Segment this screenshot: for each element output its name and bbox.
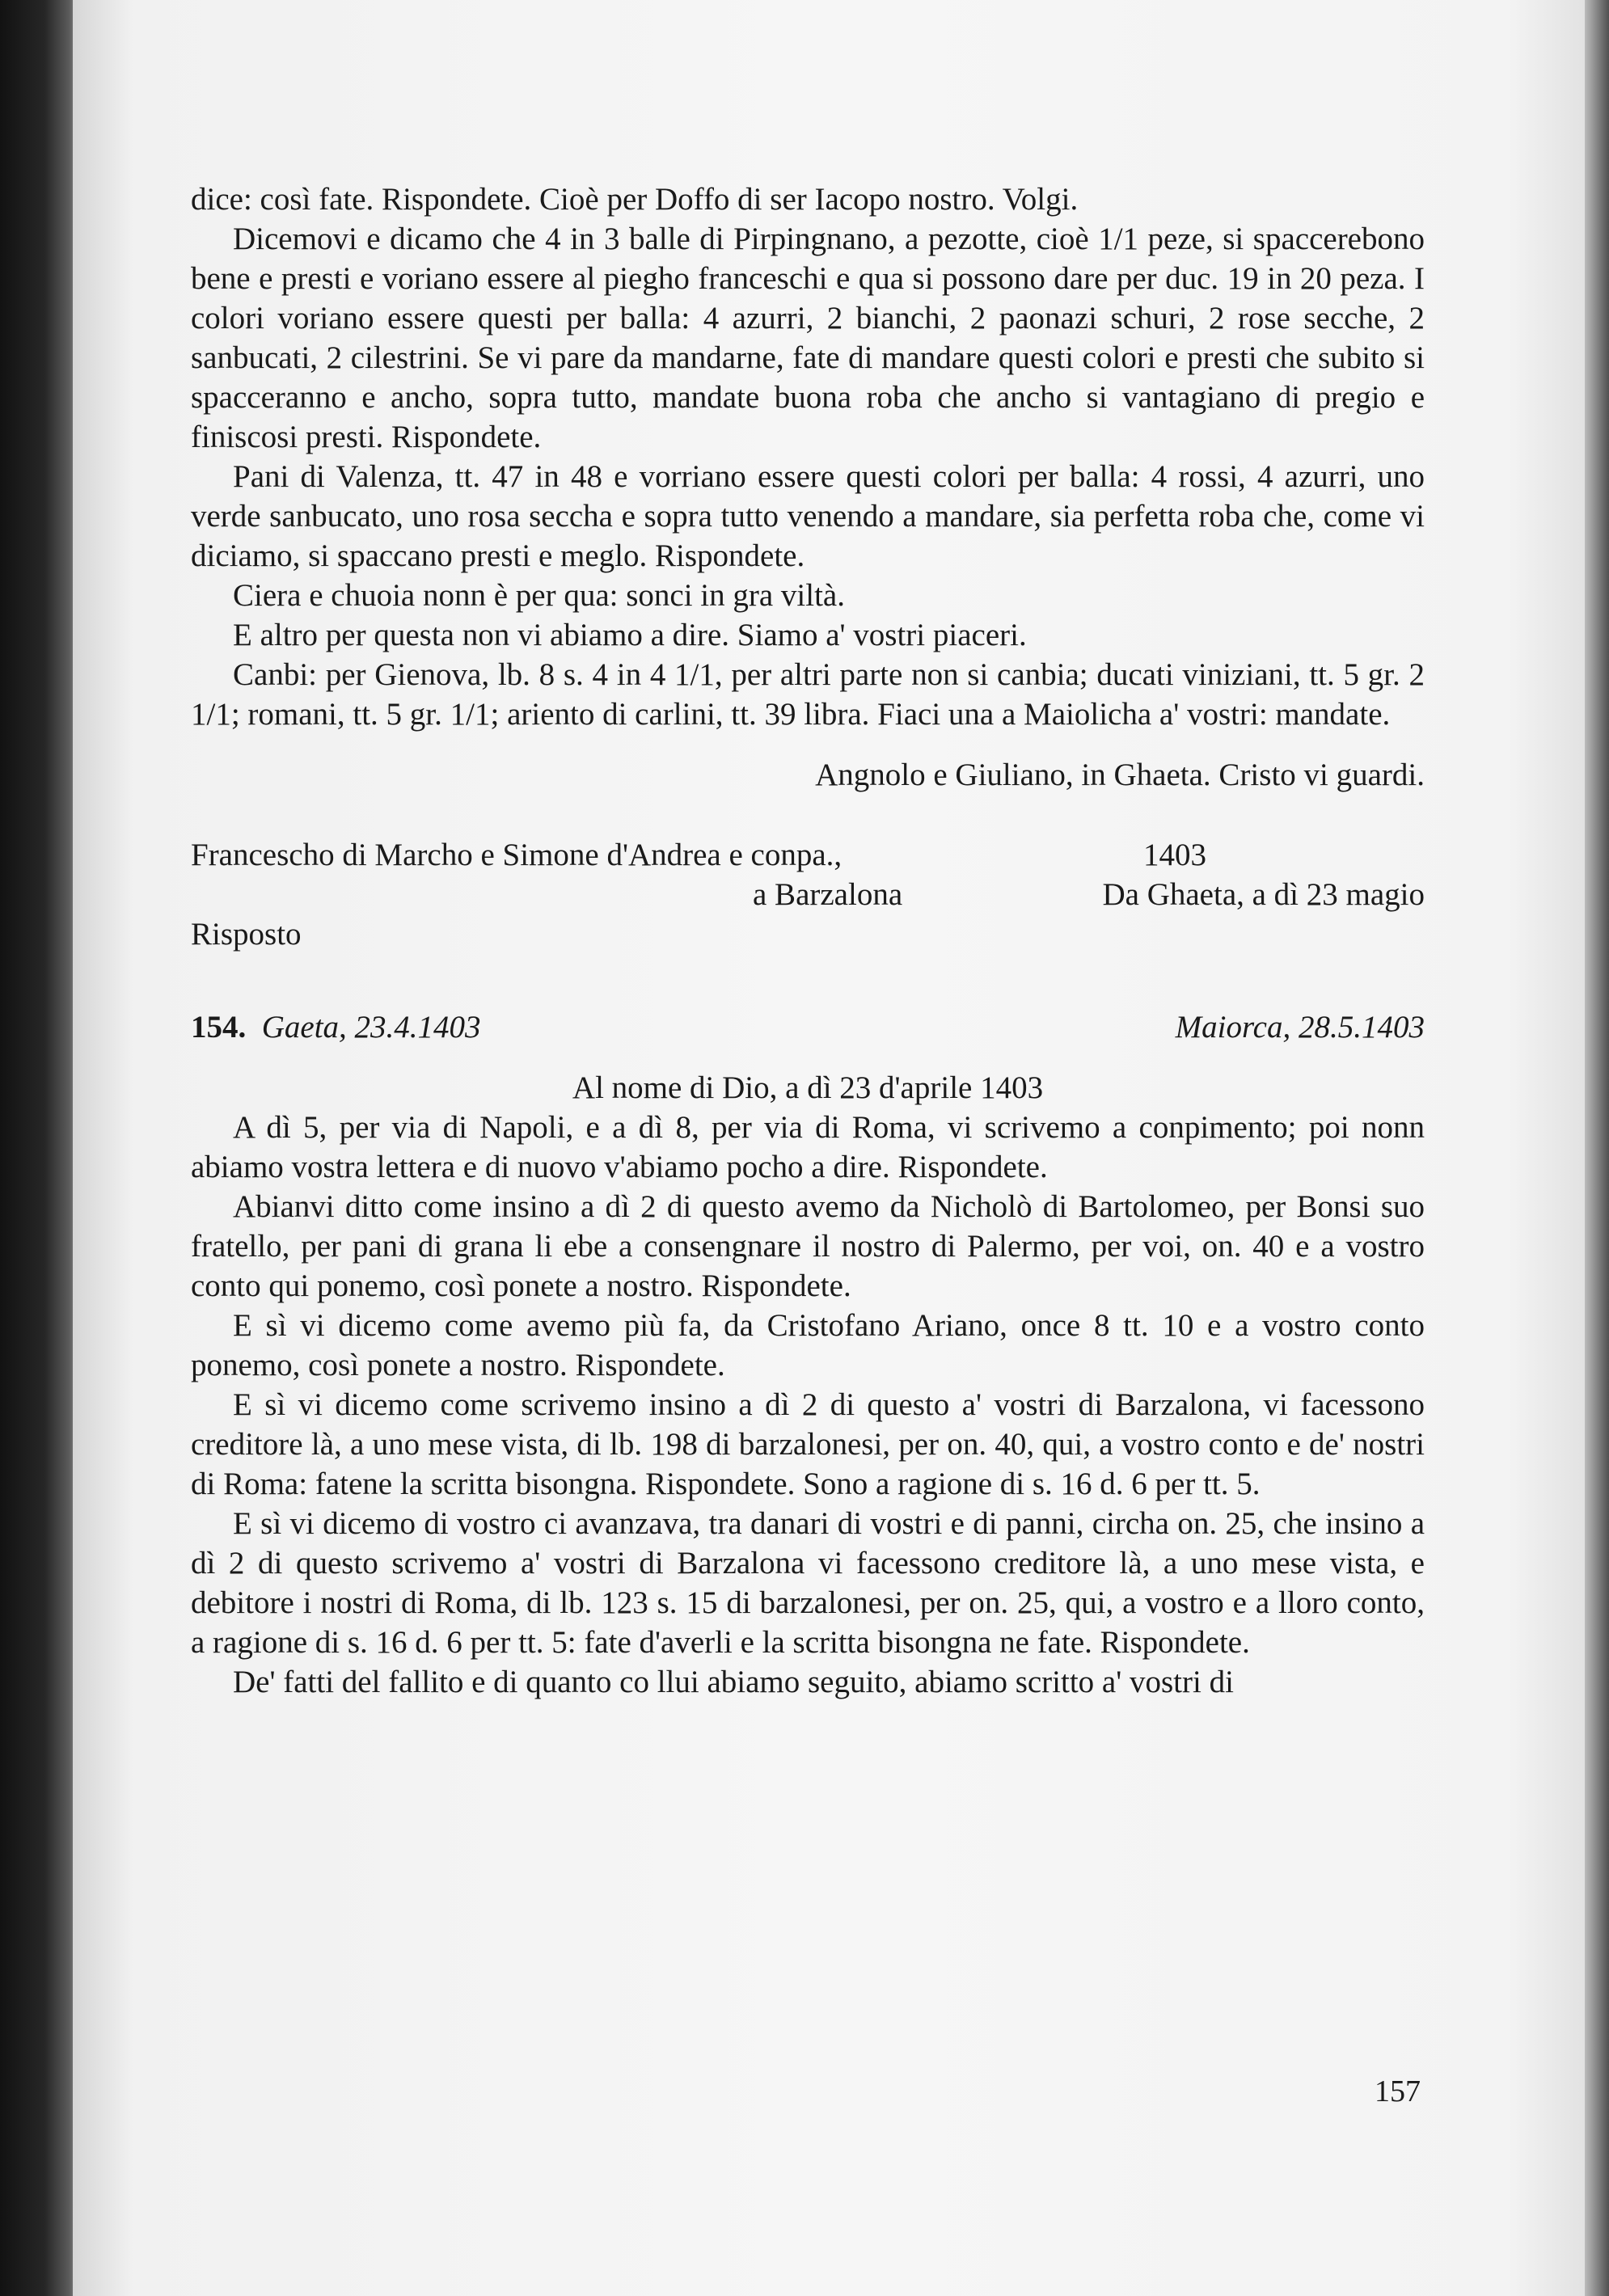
paragraph-avanzava: E sì vi dicemo di vostro ci avanzava, tra danari di vostri e di panni, circha on. 25, che insino a dì 2 di questo scrivemo a' vostri di Barzalona vi facessono creditore là, a uno mese vista, e debitore i nostri di Roma, di lb. 123 s. 15 di barzalonesi, per on. 25, qui, a vostro e a lloro conto, a ragione di s. 16 d. 6 per tt. 5: fate d'averli e la scritta bisongna ne fate. Rispondete. [191,1506,1425,1660]
paragraph-continuation: dice: così fate. Rispondete. Cioè per Doffo di ser Iacopo nostro. Volgi. [191,182,1079,217]
paragraph-fallito: De' fatti del fallito e di quanto co llui abiamo seguito, abiamo scritto a' vostri di [233,1665,1234,1699]
page-number: 157 [1375,2074,1421,2108]
letter-heading [191,1007,1425,1047]
letter-signature: Angnolo e Giuliano, in Ghaeta. Cristo vi guardi. [815,758,1425,792]
letter-number: 154. [191,1010,247,1045]
letter-invocation: Al nome di Dio, a dì 23 d'aprile 1403 [572,1070,1044,1105]
page-edge [1585,0,1609,2296]
paragraph-napoli-roma: A dì 5, per via di Napoli, e a dì 8, per via di Roma, vi scrivemo a conpimento; poi nonn abiamo vostra lettera e di nuovo v'abiamo pocho a dire. Rispondete. [191,1110,1425,1184]
address-line-2 [191,875,1425,914]
letter-origin-place-date: Gaeta, 23.4.1403 [261,1010,481,1045]
book-spine-shadow [0,0,81,2296]
paragraph-bartolomeo: Abianvi ditto come insino a dì 2 di questo avemo da Nicholò di Bartolomeo, per Bonsi suo fratello, per pani di grana li ebe a consengnare il nostro di Palermo, per voi, on. 40 e a vostro conto qui ponemo, così ponete a nostro. Rispondete. [191,1189,1425,1303]
address-line-1 [191,835,1425,875]
paragraph-ariano: E sì vi dicemo come avemo più fa, da Cristofano Ariano, once 8 tt. 10 e a vostro conto ponemo, così ponete a nostro. Rispondete. [191,1308,1425,1382]
paragraph-barzalona: E sì vi dicemo come scrivemo insino a dì 2 di questo a' vostri di Barzalona, vi facessono creditore là, a uno mese vista, di lb. 198 di barzalonesi, per on. 40, qui, a vostro conto e de' nostri di Roma: fatene la scritta bisongna. Rispondete. Sono a ragione di s. 16 d. 6 per tt. 5. [191,1387,1425,1501]
paragraph-closing: E altro per questa non vi abiamo a dire. Siamo a' vostri piaceri. [233,618,1027,652]
address-destination: a Barzalona [753,877,903,912]
address-year: 1403 [1143,838,1206,872]
received-note: Da Ghaeta, a dì 23 magio [1102,877,1425,912]
letter-arrival: Maiorca, 28.5.1403 [1175,1010,1425,1045]
paragraph-pirpingnano: Dicemovi e dicamo che 4 in 3 balle di Pirpingnano, a pezotte, cioè 1/1 peze, si spaccerebono bene e presti e voriano essere al piegho franceschi e qua si possono dare per duc. 19 in 20 peza. I colori voriano essere questi per balla: 4 azurri, 2 bianchi, 2 paonazi schuri, 2 rose secche, 2 sanbucati, 2 cilestrini. Se vi pare da mandarne, fate di mandare questi colori e presti che subito si spacceranno e ancho, sopra tutto, mandate buona roba che ancho si vantagiano di pregio e finiscosi presti. Rispondete. [191,222,1425,454]
addressee: Francescho di Marcho e Simone d'Andrea e conpa., [191,838,843,872]
paragraph-ciera: Ciera e chuoia nonn è per qua: sonci in gra viltà. [233,578,845,613]
paragraph-canbi: Canbi: per Gienova, lb. 8 s. 4 in 4 1/1, per altri parte non si canbia; ducati viniziani, tt. 5 gr. 2 1/1; romani, tt. 5 gr. 1/1; ariento di carlini, tt. 39 libra. Fiaci una a Maiolicha a' vostri: mandate. [191,657,1425,732]
letter-origin [191,1007,481,1047]
main-text [191,179,1425,1702]
reply-note: Risposto [191,917,302,952]
paragraph-pani-valenza: Pani di Valenza, tt. 47 in 48 e vorriano essere questi colori per balla: 4 rossi, 4 azurri, uno verde sanbucato, uno rosa seccha e sopra tutto venendo a mandare, sia perfetta roba che, come vi diciamo, si spaccano presti e meglo. Rispondete. [191,459,1425,573]
